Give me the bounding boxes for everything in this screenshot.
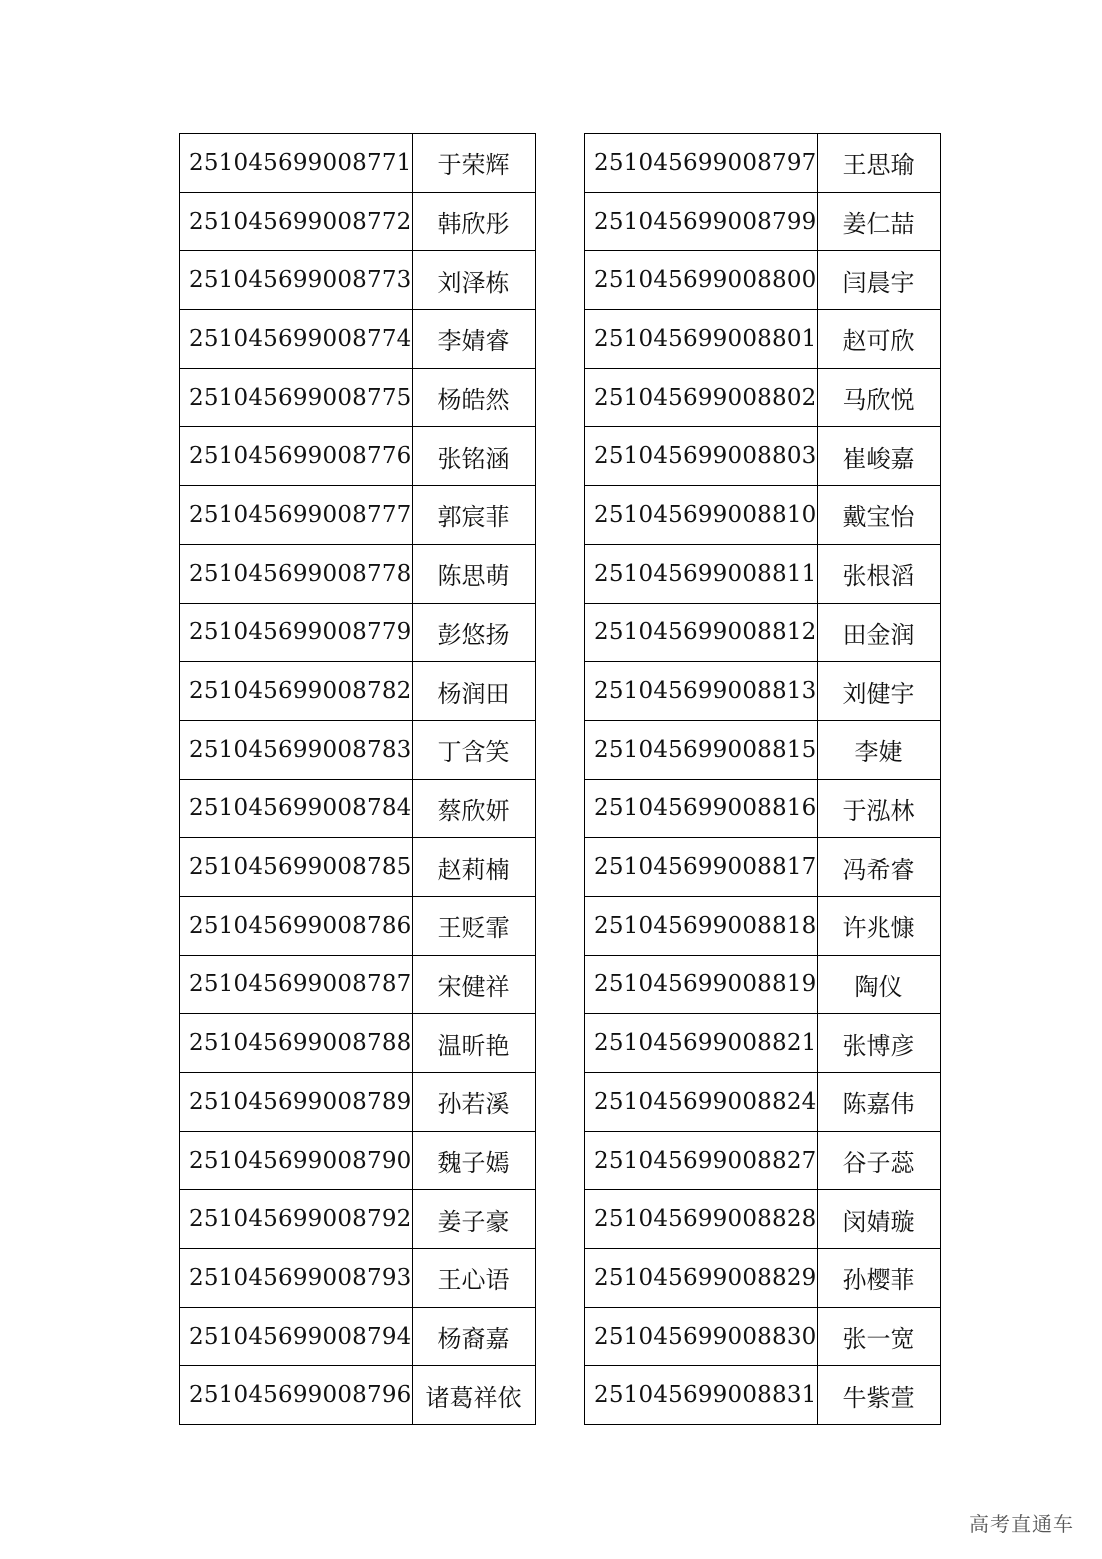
candidate-id-cell: 251045699008774	[180, 310, 413, 369]
candidate-name-cell: 宋健祥	[412, 955, 535, 1014]
candidate-id-cell: 251045699008831	[585, 1366, 818, 1425]
candidate-id-cell: 251045699008772	[180, 192, 413, 251]
candidate-id-cell: 251045699008829	[585, 1249, 818, 1308]
table-row	[585, 955, 941, 1014]
table-row	[585, 192, 941, 251]
candidate-name-cell: 戴宝怡	[817, 486, 940, 545]
candidate-id-cell: 251045699008830	[585, 1307, 818, 1366]
table-row	[180, 1131, 536, 1190]
candidate-name-cell: 谷子蕊	[817, 1131, 940, 1190]
candidate-name-cell: 赵莉楠	[412, 838, 535, 897]
table-row	[180, 1366, 536, 1425]
candidate-name-cell: 陶仪	[817, 955, 940, 1014]
table-row	[585, 1366, 941, 1425]
table-row	[585, 368, 941, 427]
candidate-id-cell: 251045699008790	[180, 1131, 413, 1190]
candidate-id-cell: 251045699008821	[585, 1014, 818, 1073]
candidate-name-cell: 杨裔嘉	[412, 1307, 535, 1366]
candidate-id-cell: 251045699008782	[180, 662, 413, 721]
table-row	[180, 603, 536, 662]
candidate-name-cell: 丁含笑	[412, 720, 535, 779]
candidate-id-cell: 251045699008816	[585, 779, 818, 838]
table-row	[585, 1073, 941, 1132]
table-row	[585, 310, 941, 369]
candidate-id-cell: 251045699008812	[585, 603, 818, 662]
candidate-name-cell: 姜仁喆	[817, 192, 940, 251]
candidate-name-cell: 崔峻嘉	[817, 427, 940, 486]
candidate-id-cell: 251045699008773	[180, 251, 413, 310]
candidate-name-cell: 赵可欣	[817, 310, 940, 369]
candidate-name-cell: 杨润田	[412, 662, 535, 721]
candidate-name-cell: 杨皓然	[412, 368, 535, 427]
table-row	[180, 1249, 536, 1308]
candidate-id-cell: 251045699008796	[180, 1366, 413, 1425]
candidate-id-cell: 251045699008827	[585, 1131, 818, 1190]
watermark: 高考直通车	[969, 1512, 1074, 1536]
table-row	[585, 662, 941, 721]
candidate-name-cell: 王贬霏	[412, 896, 535, 955]
candidate-name-cell: 刘泽栋	[412, 251, 535, 310]
table-row	[180, 1073, 536, 1132]
table-row	[585, 1014, 941, 1073]
table-row	[180, 192, 536, 251]
table-row	[585, 1249, 941, 1308]
table-row	[585, 896, 941, 955]
candidate-name-cell: 孙樱菲	[817, 1249, 940, 1308]
candidate-name-cell: 张铭涵	[412, 427, 535, 486]
candidate-id-cell: 251045699008828	[585, 1190, 818, 1249]
table-row	[180, 779, 536, 838]
table-row	[180, 544, 536, 603]
candidate-id-cell: 251045699008777	[180, 486, 413, 545]
table-row	[585, 603, 941, 662]
candidate-id-cell: 251045699008818	[585, 896, 818, 955]
candidate-name-cell: 王心语	[412, 1249, 535, 1308]
candidate-id-cell: 251045699008799	[585, 192, 818, 251]
candidate-name-cell: 牛紫萱	[817, 1366, 940, 1425]
table-row	[180, 838, 536, 897]
candidate-name-cell: 闵婧璇	[817, 1190, 940, 1249]
table-row	[585, 838, 941, 897]
candidate-id-cell: 251045699008800	[585, 251, 818, 310]
candidate-id-cell: 251045699008788	[180, 1014, 413, 1073]
candidate-name-cell: 于荣辉	[412, 134, 535, 193]
roster-table-body	[585, 134, 941, 1425]
table-row	[585, 544, 941, 603]
table-row	[585, 486, 941, 545]
candidate-id-cell: 251045699008801	[585, 310, 818, 369]
candidate-id-cell: 251045699008783	[180, 720, 413, 779]
candidate-name-cell: 张根滔	[817, 544, 940, 603]
candidate-name-cell: 张博彦	[817, 1014, 940, 1073]
candidate-name-cell: 诸葛祥依	[412, 1366, 535, 1425]
candidate-id-cell: 251045699008819	[585, 955, 818, 1014]
candidate-name-cell: 许兆慷	[817, 896, 940, 955]
roster-table-right	[584, 133, 941, 1425]
roster-table-body	[180, 134, 536, 1425]
candidate-id-cell: 251045699008824	[585, 1073, 818, 1132]
table-row	[180, 1014, 536, 1073]
table-row	[180, 427, 536, 486]
candidate-id-cell: 251045699008786	[180, 896, 413, 955]
candidate-id-cell: 251045699008778	[180, 544, 413, 603]
candidate-name-cell: 田金润	[817, 603, 940, 662]
candidate-name-cell: 韩欣彤	[412, 192, 535, 251]
candidate-name-cell: 马欣悦	[817, 368, 940, 427]
candidate-id-cell: 251045699008803	[585, 427, 818, 486]
candidate-name-cell: 温昕艳	[412, 1014, 535, 1073]
table-row	[180, 662, 536, 721]
table-row	[585, 251, 941, 310]
candidate-id-cell: 251045699008811	[585, 544, 818, 603]
candidate-name-cell: 陈思萌	[412, 544, 535, 603]
candidate-id-cell: 251045699008794	[180, 1307, 413, 1366]
table-row	[180, 720, 536, 779]
candidate-id-cell: 251045699008787	[180, 955, 413, 1014]
table-row	[585, 779, 941, 838]
candidate-id-cell: 251045699008779	[180, 603, 413, 662]
candidate-id-cell: 251045699008797	[585, 134, 818, 193]
candidate-id-cell: 251045699008817	[585, 838, 818, 897]
candidate-name-cell: 于泓林	[817, 779, 940, 838]
candidate-id-cell: 251045699008785	[180, 838, 413, 897]
candidate-name-cell: 张一宽	[817, 1307, 940, 1366]
table-row	[585, 720, 941, 779]
candidate-id-cell: 251045699008793	[180, 1249, 413, 1308]
table-row	[585, 1307, 941, 1366]
candidate-name-cell: 李婧睿	[412, 310, 535, 369]
table-row	[180, 134, 536, 193]
candidate-name-cell: 魏子嫣	[412, 1131, 535, 1190]
table-row	[585, 134, 941, 193]
candidate-name-cell: 闫晨宇	[817, 251, 940, 310]
table-row	[585, 1190, 941, 1249]
candidate-name-cell: 彭悠扬	[412, 603, 535, 662]
candidate-id-cell: 251045699008789	[180, 1073, 413, 1132]
table-row	[585, 1131, 941, 1190]
candidate-name-cell: 孙若溪	[412, 1073, 535, 1132]
table-row	[180, 368, 536, 427]
candidate-name-cell: 郭宸菲	[412, 486, 535, 545]
candidate-id-cell: 251045699008813	[585, 662, 818, 721]
candidate-id-cell: 251045699008775	[180, 368, 413, 427]
table-row	[180, 310, 536, 369]
candidate-name-cell: 刘健宇	[817, 662, 940, 721]
candidate-name-cell: 王思瑜	[817, 134, 940, 193]
candidate-name-cell: 姜子豪	[412, 1190, 535, 1249]
table-row	[180, 486, 536, 545]
candidate-id-cell: 251045699008810	[585, 486, 818, 545]
table-row	[585, 427, 941, 486]
candidate-name-cell: 蔡欣妍	[412, 779, 535, 838]
table-row	[180, 955, 536, 1014]
candidate-id-cell: 251045699008771	[180, 134, 413, 193]
table-row	[180, 896, 536, 955]
candidate-id-cell: 251045699008815	[585, 720, 818, 779]
table-row	[180, 251, 536, 310]
candidate-name-cell: 冯希睿	[817, 838, 940, 897]
candidate-name-cell: 陈嘉伟	[817, 1073, 940, 1132]
table-row	[180, 1307, 536, 1366]
candidate-id-cell: 251045699008792	[180, 1190, 413, 1249]
roster-table-left	[179, 133, 536, 1425]
candidate-id-cell: 251045699008784	[180, 779, 413, 838]
candidate-name-cell: 李婕	[817, 720, 940, 779]
table-row	[180, 1190, 536, 1249]
candidate-id-cell: 251045699008776	[180, 427, 413, 486]
candidate-id-cell: 251045699008802	[585, 368, 818, 427]
